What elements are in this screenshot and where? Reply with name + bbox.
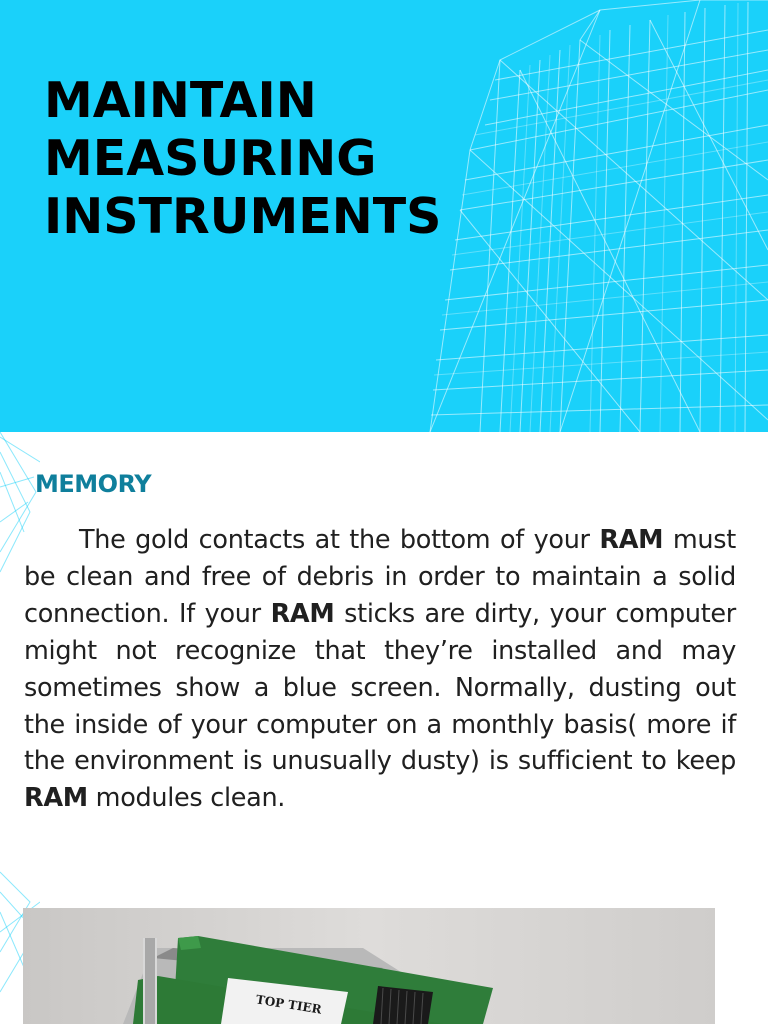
- ram-term: RAM: [599, 525, 664, 555]
- section-heading: MEMORY: [35, 470, 152, 498]
- hero-banner: [0, 0, 768, 432]
- ram-term: RAM: [270, 598, 335, 629]
- paragraph-text-1: The gold contacts at the bottom of your: [79, 525, 600, 555]
- title-line-1: MAINTAIN: [44, 72, 317, 129]
- ram-modules-photo: [23, 908, 715, 1024]
- paragraph-text-4: modules clean.: [87, 783, 286, 814]
- title-line-2: MEASURING: [44, 130, 377, 187]
- memory-paragraph: [24, 522, 736, 817]
- ram-term: RAM: [24, 783, 88, 814]
- page-title: [44, 72, 441, 246]
- title-line-3: INSTRUMENTS: [44, 188, 442, 245]
- paragraph-text-2: must be clean and free of debris in order to maintain a solid connection. If your: [24, 525, 736, 629]
- ram-label-text: TOP TIER: [254, 992, 323, 1017]
- paragraph-text-3: sticks are dirty, your computer might not recognize that they’re installed and may sometimes show a blue screen. Normally, dusting out the inside of your computer on a monthly basis( more if the environment is unusually dusty) is sufficient to keep: [24, 598, 736, 777]
